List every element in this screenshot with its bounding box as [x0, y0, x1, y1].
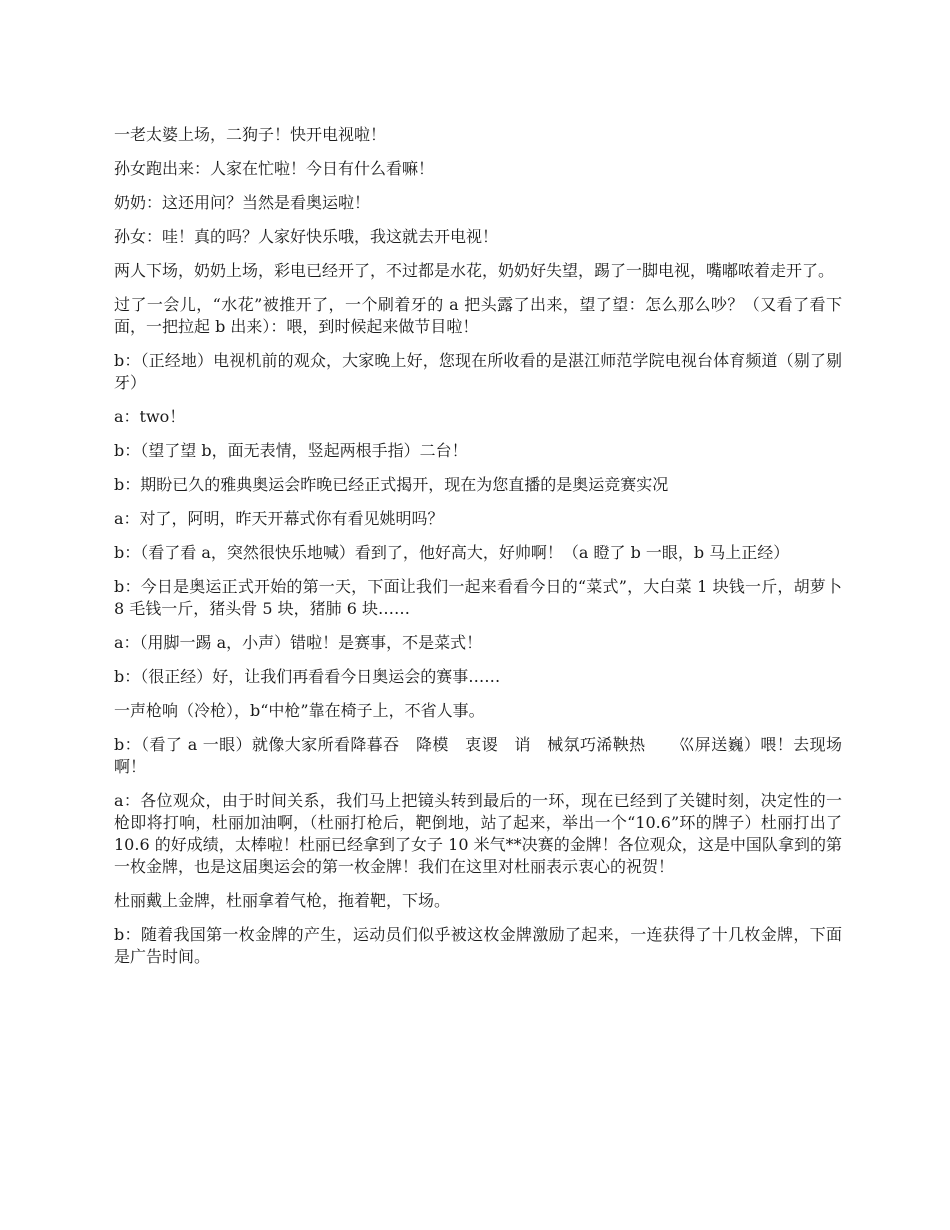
paragraph: a：two！ — [114, 407, 186, 426]
paragraph: a：（用脚一踢 a，小声）错啦！是赛事，不是菜式！ — [114, 633, 483, 652]
paragraph: 奶奶：这还用问？当然是看奥运啦！ — [114, 193, 371, 212]
paragraph: 一声枪响（冷枪），b“中枪”靠在椅子上，不省人事。 — [114, 701, 485, 720]
paragraph: b：（望了望 b，面无表情，竖起两根手指）二台！ — [114, 441, 468, 460]
paragraph: 杜丽戴上金牌，杜丽拿着气枪，拖着靶，下场。 — [114, 891, 451, 910]
paragraph: 孙女跑出来：人家在忙啦！今日有什么看嘛！ — [114, 159, 435, 178]
paragraph: 过了一会儿，“水花”被推开了，一个刷着牙的 a 把头露了出来，望了望：怎么那么吵？（又看了看下面，一把拉起 b 出来）：喂，到时候起来做节目啦！ — [114, 295, 842, 336]
paragraph: b：期盼已久的雅典奥运会昨晚已经正式揭开，现在为您直播的是奥运竞赛实况 — [114, 475, 669, 494]
paragraph: b：随着我国第一枚金牌的产生，运动员们似乎被这枚金牌激励了起来，一连获得了十几枚金牌，下面是广告时间。 — [114, 925, 842, 966]
paragraph: b：（看了 a 一眼）就像大家所看降暮吞 降模 衷谡 诮 械氛巧浠鞅热 巛屏送巍）喂！去现场啊！ — [114, 735, 842, 776]
paragraph: b：今日是奥运正式开始的第一天，下面让我们一起来看看今日的“菜式”，大白菜 1 块钱一斤，胡萝卜 8 毛钱一斤，猪头骨 5 块，猪肺 6 块…… — [114, 577, 842, 618]
paragraph: 一老太婆上场，二狗子！快开电视啦！ — [114, 125, 387, 144]
paragraph: b：（正经地）电视机前的观众，大家晚上好，您现在所收看的是湛江师范学院电视台体育频道（剔了剔牙） — [114, 351, 842, 392]
paragraph: b：（看了看 a，突然很快乐地喊）看到了，他好高大，好帅啊！（a 瞪了 b 一眼，b 马上正经） — [114, 543, 790, 562]
paragraph: b：（很正经）好，让我们再看看今日奥运会的赛事…… — [114, 667, 501, 686]
paragraph: a：对了，阿明，昨天开幕式你有看见姚明吗？ — [114, 509, 444, 528]
paragraph: a：各位观众，由于时间关系，我们马上把镜头转到最后的一环，现在已经到了关键时刻，决定性的一枪即将打响，杜丽加油啊，（杜丽打枪后，靶倒地，站了起来，举出一个“10.6”环的牌子）杜丽打出了 10.6 的好成绩，太棒啦！杜丽已经拿到了女子 10 米气**决赛的金牌！各位观众，这是中国队拿到的第一枚金牌，也是这届奥运会的第一枚金牌！我们在这里对杜丽表示衷心的祝贺！ — [114, 791, 842, 876]
document-body — [114, 124, 842, 980]
paragraph: 两人下场，奶奶上场，彩电已经开了，不过都是水花，奶奶好失望，踢了一脚电视，嘴嘟哝着走开了。 — [114, 261, 835, 280]
paragraph: 孙女：哇！真的吗？人家好快乐哦，我这就去开电视！ — [114, 227, 499, 246]
